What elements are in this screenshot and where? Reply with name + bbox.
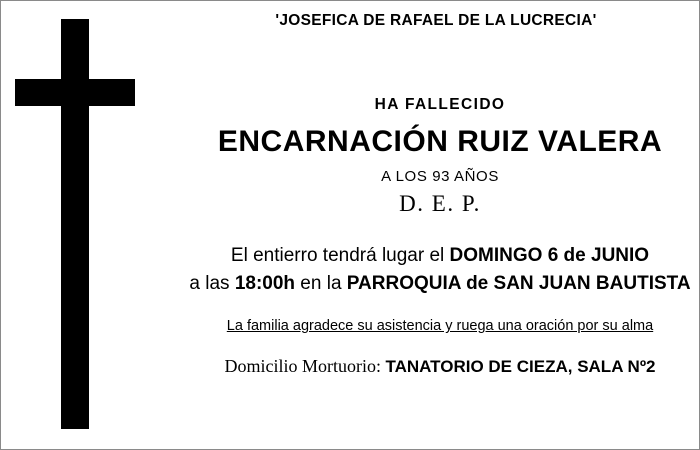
funeral-line-2-mid: en la — [295, 272, 347, 294]
funeral-place: PARROQUIA de SAN JUAN BAUTISTA — [346, 272, 691, 294]
cross-icon — [1, 1, 181, 450]
mortuary-value: TANATORIO DE CIEZA, SALA Nº2 — [385, 357, 656, 377]
notice-content — [181, 1, 699, 449]
funeral-line-1-prefix: El entierro tendrá lugar el — [230, 245, 450, 266]
family-thanks-note: La familia agradece su asistencia y ruega una oración por su alma — [226, 318, 654, 335]
deceased-block — [181, 96, 699, 217]
died-label: HA FALLECIDO — [374, 96, 506, 113]
deceased-name: ENCARNACIÓN RUIZ VALERA — [217, 125, 663, 158]
funeral-line-1 — [181, 242, 699, 270]
cross-horizontal-bar — [15, 79, 135, 106]
deceased-age: A LOS 93 AÑOS — [381, 168, 499, 185]
funeral-line-2-prefix: a las — [189, 272, 235, 294]
funeral-date: DOMINGO 6 de JUNIO — [449, 245, 650, 266]
rest-in-peace-label: D. E. P. — [399, 191, 481, 216]
mortuary-line — [181, 356, 699, 377]
funeral-line-2 — [181, 270, 699, 298]
nickname-line: 'JOSEFICA DE RAFAEL DE LA LUCRECIA' — [275, 12, 597, 29]
mortuary-label: Domicilio Mortuorio: — [224, 356, 386, 377]
funeral-time: 18:00h — [234, 272, 296, 294]
funeral-details — [181, 242, 699, 297]
